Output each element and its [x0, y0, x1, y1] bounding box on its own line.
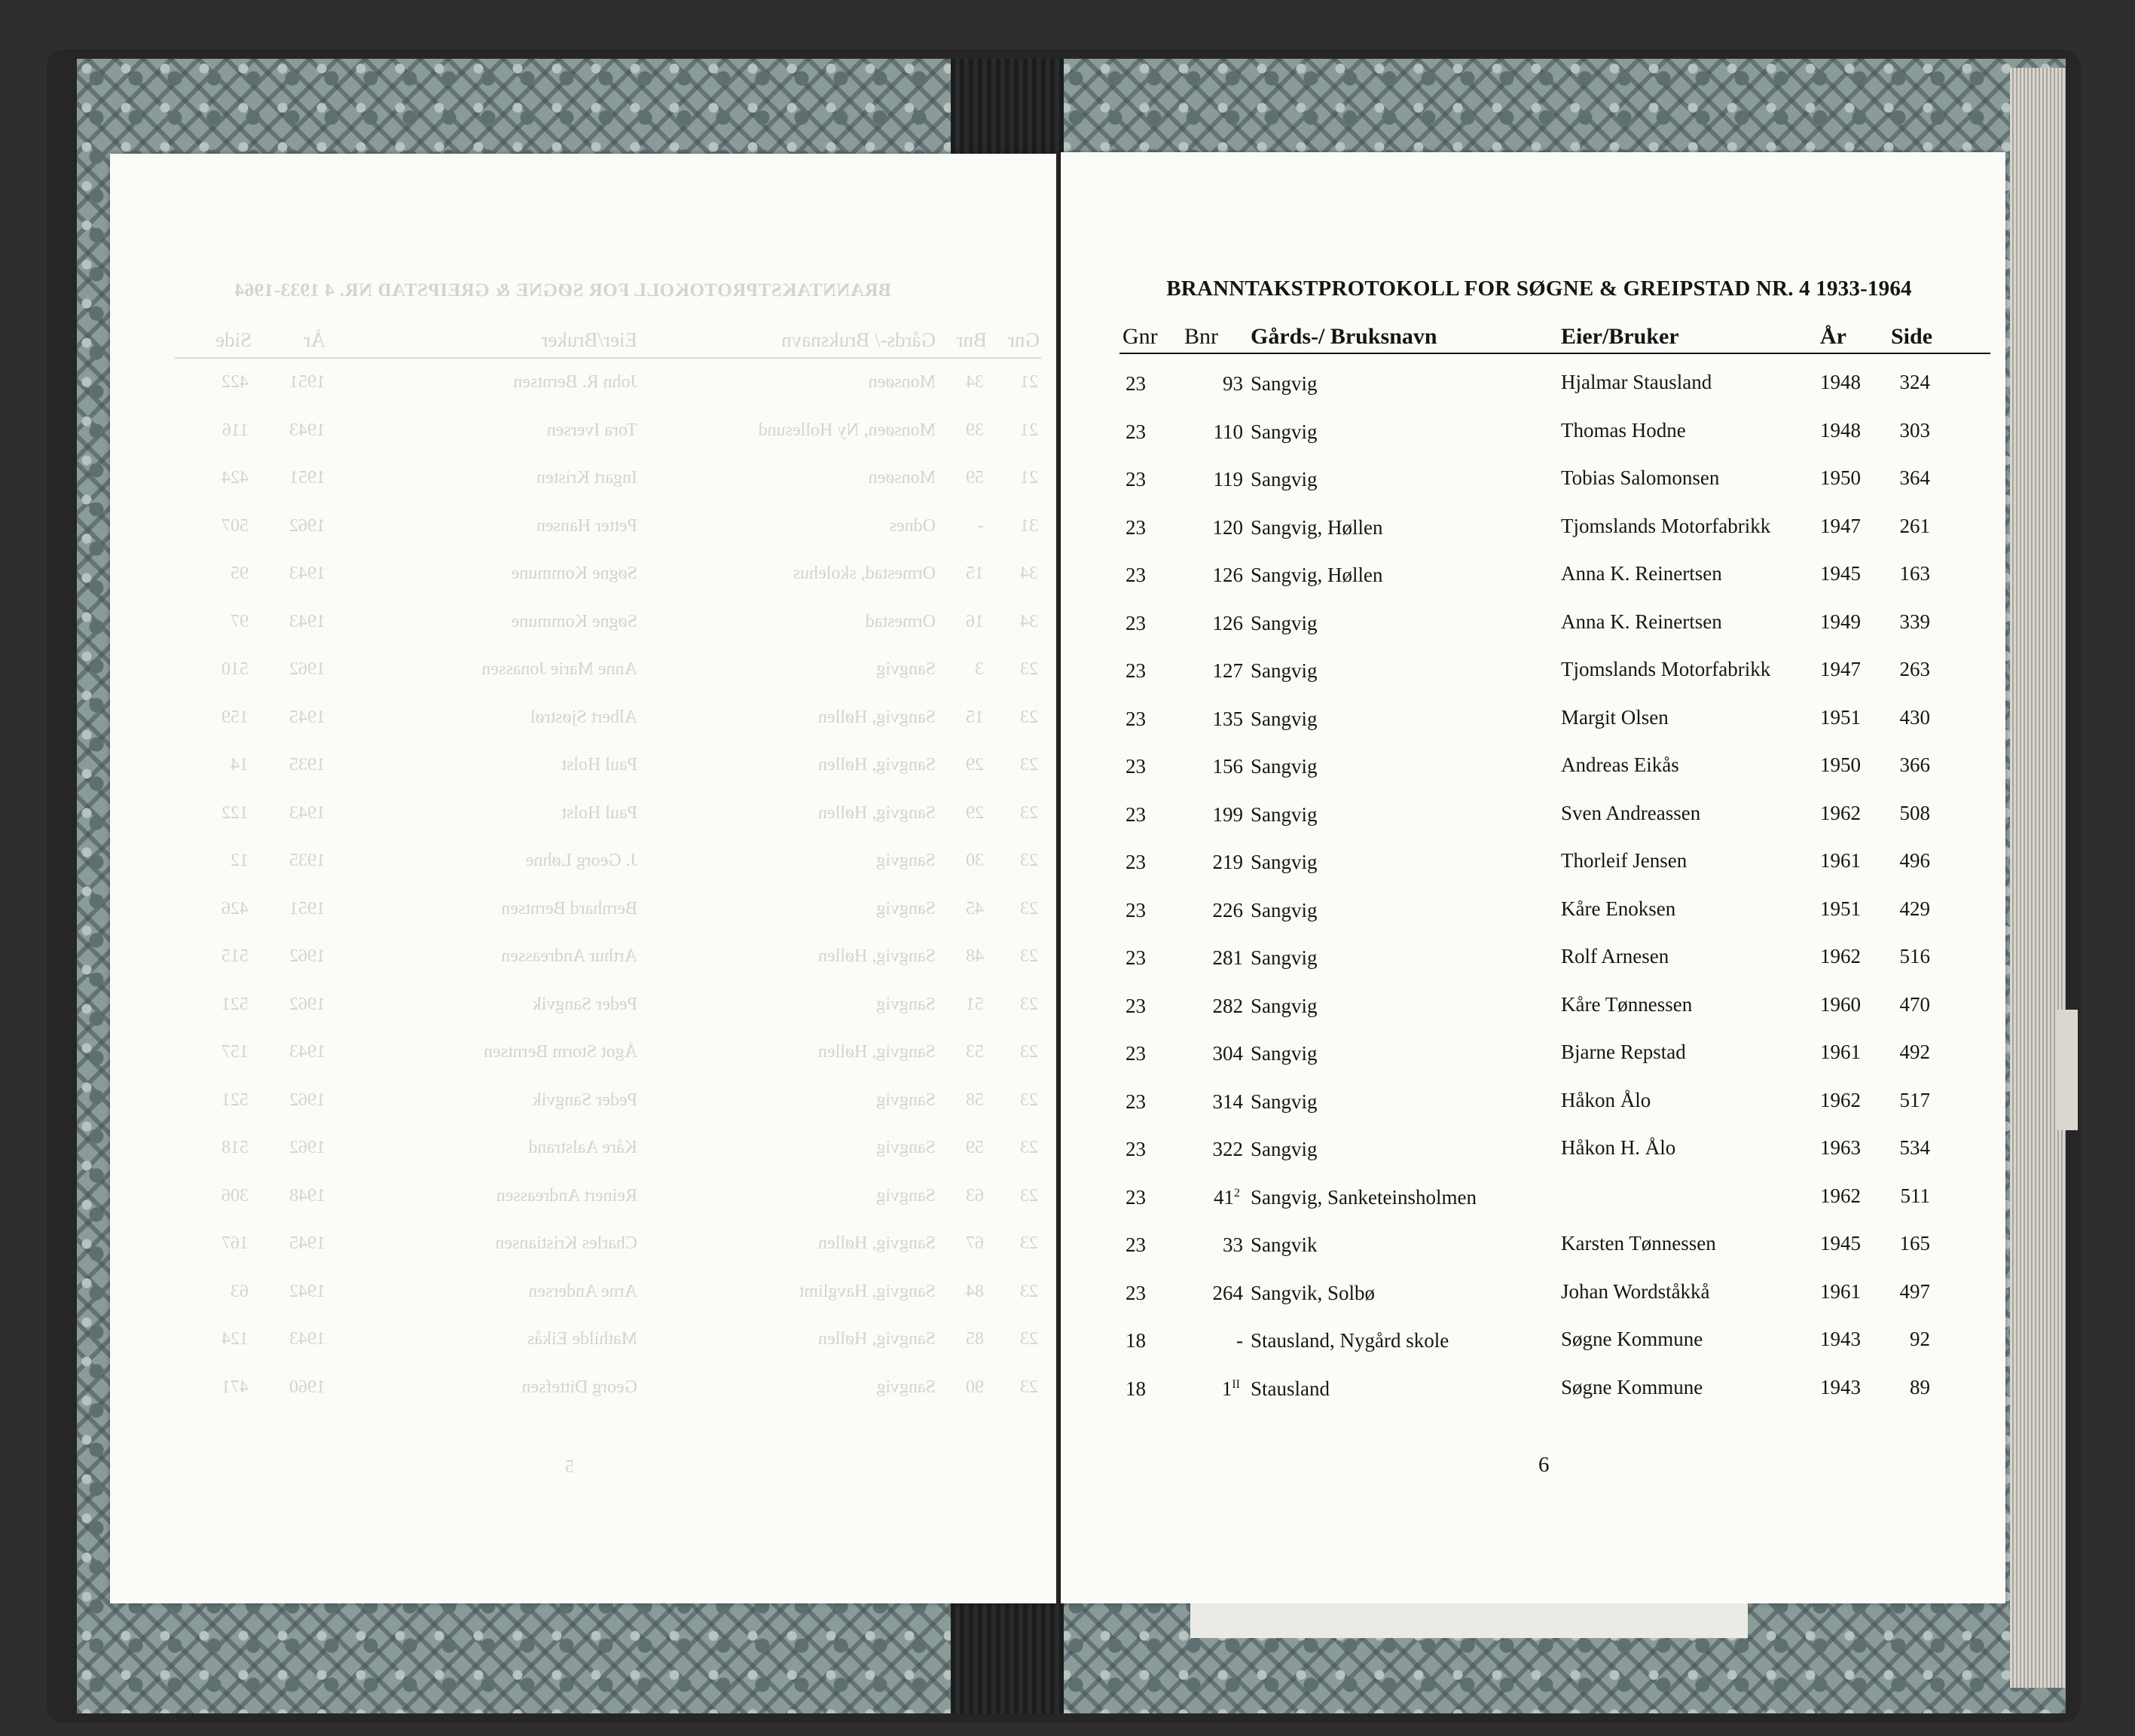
ghost-row-bnr: 15	[966, 707, 984, 727]
row-bnr: 93	[1223, 372, 1243, 395]
row-year: 1945	[1820, 1232, 1861, 1255]
row-gnr: 23	[1126, 898, 1146, 921]
ghost-row-bnr: 59	[966, 1138, 984, 1157]
row-year: 1947	[1820, 514, 1861, 537]
header-gnr: Gnr	[1122, 324, 1158, 349]
row-owner: Thomas Hodne	[1561, 418, 1686, 442]
row-name: Sangvig	[1251, 659, 1318, 682]
header-owner: Eier/Bruker	[1561, 324, 1679, 349]
ghost-row-gnr: 21	[1020, 372, 1038, 392]
ghost-row-year: 1943	[289, 1042, 325, 1062]
row-name: Sangvig	[1251, 994, 1318, 1017]
row-gnr: 23	[1126, 851, 1146, 873]
ghost-row-bnr: 85	[966, 1329, 984, 1349]
ghost-row-owner: Anne Marie Jonassen	[481, 659, 637, 679]
row-gnr: 23	[1126, 659, 1146, 682]
row-owner: Håkon Ålo	[1561, 1088, 1651, 1111]
row-owner: Karsten Tønnessen	[1561, 1232, 1716, 1255]
ghost-row-gnr: 23	[1020, 1377, 1038, 1397]
ghost-row-page: 122	[221, 802, 249, 823]
row-gnr: 18	[1126, 1329, 1146, 1352]
row-gnr: 23	[1126, 564, 1146, 586]
row-page: 165	[1899, 1232, 1930, 1255]
ghost-row-page: 97	[231, 611, 249, 631]
row-bnr: 281	[1212, 946, 1243, 969]
ghost-row-year: 1943	[289, 802, 325, 823]
ghost-row-year: 1951	[289, 372, 325, 392]
ghost-row-gnr: 23	[1020, 1281, 1038, 1301]
page-title: BRANNTAKSTPROTOKOLL FOR SØGNE & GREIPSTAD NR. 4 1933-1964	[1166, 277, 1912, 301]
row-page: 511	[1900, 1184, 1930, 1207]
row-bnr: 120	[1212, 515, 1243, 539]
row-page: 263	[1899, 658, 1930, 680]
ghost-row-owner: Ågot Storm Berntsen	[484, 1042, 637, 1062]
ghost-row-year: 1945	[289, 707, 325, 727]
ghost-row-name: Sangvig	[876, 1090, 936, 1110]
row-year: 1945	[1820, 562, 1861, 585]
right-page	[1061, 152, 2005, 1603]
row-owner: Hjalmar Stausland	[1561, 371, 1712, 393]
row-bnr: -	[1236, 1329, 1243, 1352]
row-owner: Anna K. Reinertsen	[1561, 562, 1722, 585]
row-year: 1950	[1820, 466, 1861, 489]
ghost-row-name: Sangvig	[876, 1377, 936, 1397]
ghost-row-year: 1962	[289, 1090, 325, 1110]
page-tab	[2057, 1010, 2078, 1130]
row-year: 1951	[1820, 705, 1861, 729]
ghost-row-page: 422	[221, 372, 249, 392]
ghost-row-page: 471	[221, 1377, 249, 1397]
paper-strip	[1190, 1603, 1748, 1638]
ghost-row-name: Sangvig	[876, 994, 936, 1014]
ghost-row-gnr: 23	[1020, 851, 1038, 870]
row-page: 261	[1899, 514, 1930, 537]
row-page: 366	[1899, 753, 1930, 776]
row-year: 1948	[1820, 371, 1861, 393]
ghost-row-page: 12	[231, 851, 249, 870]
row-bnr: 314	[1212, 1090, 1243, 1113]
ghost-row-name: Sangvig	[876, 1185, 936, 1206]
row-gnr: 23	[1126, 1281, 1146, 1304]
ghost-row-name: Sangvig, Høllen	[818, 1042, 936, 1062]
ghost-row-name: Sangvig	[876, 659, 936, 679]
row-page: 429	[1899, 897, 1930, 920]
ghost-row-name: Sangvig	[876, 851, 936, 870]
row-owner: Søgne Kommune	[1561, 1375, 1703, 1398]
row-gnr: 23	[1126, 420, 1146, 443]
row-bnr-sup: II	[1232, 1377, 1240, 1391]
row-name: Sangvig, Sanketeinsholmen	[1251, 1185, 1477, 1209]
row-page: 516	[1899, 945, 1930, 967]
ghost-row-bnr: 59	[966, 468, 984, 487]
row-gnr: 23	[1126, 1185, 1146, 1209]
ghost-row-year: 1935	[289, 755, 325, 775]
ghost-row-bnr: 15	[966, 564, 984, 583]
row-name: Sangvig	[1251, 468, 1318, 491]
ghost-row-owner: Albert Sjøstrøl	[530, 707, 637, 727]
row-name: Stausland, Nygård skole	[1251, 1329, 1449, 1352]
row-year: 1960	[1820, 992, 1861, 1016]
ghost-row-page: 306	[221, 1185, 249, 1206]
row-bnr: 110	[1213, 420, 1243, 443]
ghost-row-year: 1962	[289, 994, 325, 1014]
row-gnr: 23	[1126, 1138, 1146, 1160]
row-year: 1961	[1820, 849, 1861, 872]
row-bnr: 282	[1212, 994, 1243, 1017]
ghost-row-bnr: 84	[966, 1281, 984, 1301]
row-year: 1943	[1820, 1328, 1861, 1350]
ghost-row-gnr: 23	[1020, 1090, 1038, 1110]
row-year: 1962	[1820, 801, 1861, 824]
row-page: 470	[1899, 992, 1930, 1016]
ghost-row-bnr: 29	[966, 755, 984, 775]
ghost-row-bnr: 39	[966, 420, 984, 440]
ghost-row-year: 1962	[289, 515, 325, 536]
ghost-row-gnr: 34	[1020, 564, 1038, 583]
ghost-row-name: Monsøen	[868, 372, 936, 392]
row-bnr: 264	[1212, 1281, 1243, 1304]
row-year: 1962	[1820, 1088, 1861, 1111]
header-rule	[1119, 353, 1990, 354]
ghost-row-page: 518	[221, 1138, 249, 1157]
ghost-row-year: 1945	[289, 1233, 325, 1253]
row-bnr: 199	[1212, 802, 1243, 826]
ghost-row-bnr: 90	[966, 1377, 984, 1397]
ghost-header-name: Gårds-/ Bruksnavn	[781, 329, 936, 351]
ghost-title: BRANNTAKSTPROTOKOLL FOR SØGNE & GREIPSTAD NR. 4 1933-1964	[234, 280, 891, 301]
ghost-row-owner: Reinert Andreassen	[496, 1185, 637, 1206]
row-bnr: 156	[1212, 755, 1243, 778]
ghost-row-year: 1951	[289, 468, 325, 487]
row-bnr: 322	[1212, 1138, 1243, 1160]
row-page: 92	[1910, 1328, 1930, 1350]
row-owner: Tobias Salomonsen	[1561, 466, 1720, 489]
ghost-row-page: 14	[231, 755, 249, 775]
ghost-row-page: 510	[221, 659, 249, 679]
ghost-row-gnr: 34	[1020, 611, 1038, 631]
row-bnr: 226	[1212, 898, 1243, 921]
row-name: Sangvig	[1251, 851, 1318, 873]
row-year: 1961	[1820, 1041, 1861, 1063]
row-page: 89	[1910, 1375, 1930, 1398]
ghost-row-name: Sangvig, Høllen	[818, 755, 936, 775]
row-gnr: 23	[1126, 1233, 1146, 1256]
row-gnr: 23	[1126, 1090, 1146, 1113]
ghost-row-name: Ormestad	[865, 611, 936, 631]
row-bnr: 126	[1212, 564, 1243, 586]
row-bnr: 33	[1223, 1233, 1243, 1256]
row-name: Sangvig	[1251, 946, 1318, 969]
ghost-row-page: 426	[221, 898, 249, 918]
ghost-row-bnr: 34	[966, 372, 984, 392]
row-year: 1947	[1820, 658, 1861, 680]
ghost-row-bnr: 16	[966, 611, 984, 631]
row-page: 430	[1899, 705, 1930, 729]
ghost-row-owner: Georg Dittefsen	[521, 1377, 637, 1397]
ghost-row-bnr: 3	[975, 659, 984, 679]
ghost-row-name: Sangvig	[876, 898, 936, 918]
row-owner: Johan Wordståkkå	[1561, 1279, 1710, 1303]
row-owner: Thorleif Jensen	[1561, 849, 1688, 872]
ghost-row-gnr: 23	[1020, 802, 1038, 823]
ghost-row-name: Sangvig, Havglimt	[799, 1281, 936, 1301]
ghost-row-bnr: 45	[966, 898, 984, 918]
row-year: 1950	[1820, 753, 1861, 776]
row-owner: Andreas Eikås	[1561, 753, 1679, 776]
ghost-row-page: 424	[221, 468, 249, 487]
ghost-row-year: 1948	[289, 1185, 325, 1206]
row-name: Stausland	[1251, 1377, 1330, 1400]
row-bnr: 127	[1212, 659, 1243, 682]
row-bnr: $1^{II}$	[1221, 1377, 1240, 1400]
row-page: 534	[1899, 1136, 1930, 1159]
ghost-header-owner: Eier/Bruker	[541, 329, 637, 351]
row-bnr: 304	[1212, 1042, 1243, 1065]
ghost-row-page: 521	[221, 1090, 249, 1110]
ghost-row-year: 1935	[289, 851, 325, 870]
row-name: Sangvig	[1251, 420, 1318, 443]
ghost-row-year: 1943	[289, 1329, 325, 1349]
ghost-header-year: År	[304, 329, 325, 351]
row-gnr: 23	[1126, 1042, 1146, 1065]
ghost-row-gnr: 31	[1020, 515, 1038, 536]
row-name: Sangvig	[1251, 802, 1318, 826]
row-name: Sangvig, Høllen	[1251, 564, 1383, 586]
row-name: Sangvig, Høllen	[1251, 515, 1383, 539]
row-page: 508	[1899, 801, 1930, 824]
header-year: År	[1820, 324, 1846, 349]
row-gnr: 23	[1126, 994, 1146, 1017]
header-name: Gårds-/ Bruksnavn	[1251, 324, 1437, 349]
row-owner: Anna K. Reinertsen	[1561, 610, 1722, 633]
ghost-row-gnr: 23	[1020, 946, 1038, 966]
page-number: 6	[1538, 1453, 1550, 1477]
ghost-row-owner: J. Georg Løhne	[525, 851, 637, 870]
row-bnr: 126	[1212, 611, 1243, 634]
row-bnr: 135	[1212, 707, 1243, 730]
ghost-row-owner: Peder Sangvik	[532, 994, 637, 1014]
row-owner: Kåre Enoksen	[1561, 897, 1676, 920]
ghost-row-name: Sangvig, Høllen	[818, 802, 936, 823]
ghost-row-gnr: 23	[1020, 659, 1038, 679]
ghost-row-page: 515	[221, 946, 249, 966]
ghost-row-bnr: 51	[966, 994, 984, 1014]
ghost-row-name: Sangvig	[876, 1138, 936, 1157]
row-bnr: 219	[1212, 851, 1243, 873]
header-bnr: Bnr	[1184, 324, 1218, 349]
ghost-row-page: 167	[221, 1233, 249, 1253]
row-owner: Margit Olsen	[1561, 705, 1669, 729]
row-owner: Søgne Kommune	[1561, 1328, 1703, 1350]
ghost-row-name: Monsøen	[868, 468, 936, 487]
ghost-row-gnr: 23	[1020, 1042, 1038, 1062]
ghost-row-name: Sangvig, Høllen	[818, 1329, 936, 1349]
ghost-rule	[175, 357, 1041, 359]
ghost-row-owner: Kåre Aalstrand	[528, 1138, 637, 1157]
ghost-row-year: 1943	[289, 420, 325, 440]
ghost-row-bnr: 30	[966, 851, 984, 870]
row-page: 339	[1899, 610, 1930, 633]
row-name: Sangvig	[1251, 611, 1318, 634]
row-name: Sangvik, Solbø	[1251, 1281, 1376, 1304]
row-name: Sangvig	[1251, 1042, 1318, 1065]
row-gnr: 23	[1126, 611, 1146, 634]
left-page	[110, 154, 1056, 1603]
ghost-row-owner: Arne Andersen	[528, 1281, 637, 1301]
ghost-row-name: Ormestad, skolehus	[793, 564, 936, 583]
ghost-row-owner: Peder Sangvik	[532, 1090, 637, 1110]
row-gnr: 23	[1126, 707, 1146, 730]
row-name: Sangvig	[1251, 755, 1318, 778]
row-year: 1961	[1820, 1279, 1861, 1303]
row-owner: Rolf Arnesen	[1561, 945, 1669, 967]
row-gnr: 23	[1126, 468, 1146, 491]
row-year: 1962	[1820, 1184, 1861, 1207]
row-page: 517	[1899, 1088, 1930, 1111]
row-year: 1948	[1820, 418, 1861, 442]
row-name: Sangvik	[1251, 1233, 1318, 1256]
ghost-row-page: 124	[221, 1329, 249, 1349]
row-gnr: 23	[1126, 755, 1146, 778]
row-year: 1962	[1820, 945, 1861, 967]
row-owner: Kåre Tønnessen	[1561, 992, 1693, 1016]
row-bnr-sup: 2	[1234, 1186, 1240, 1200]
row-page: 163	[1899, 562, 1930, 585]
row-bnr: 119	[1213, 468, 1243, 491]
ghost-row-page: 157	[221, 1042, 249, 1062]
row-gnr: 18	[1126, 1377, 1146, 1400]
row-name: Sangvig	[1251, 707, 1318, 730]
ghost-row-owner: Paul Holst	[561, 755, 637, 775]
ghost-row-owner: Tora Iversen	[546, 420, 637, 440]
ghost-row-bnr: -	[978, 515, 984, 536]
ghost-row-owner: Arthur Andreassen	[501, 946, 637, 966]
ghost-row-gnr: 23	[1020, 1138, 1038, 1157]
ghost-row-bnr: 63	[966, 1185, 984, 1206]
row-year: 1943	[1820, 1375, 1861, 1398]
row-page: 364	[1899, 466, 1930, 489]
ghost-row-year: 1942	[289, 1281, 325, 1301]
row-page: 496	[1899, 849, 1930, 872]
ghost-row-name: Monsøen, Ny Hollesund	[758, 420, 936, 440]
row-gnr: 23	[1126, 515, 1146, 539]
row-year: 1963	[1820, 1136, 1861, 1159]
ghost-row-page: 116	[221, 420, 249, 440]
ghost-row-page: 521	[221, 994, 249, 1014]
row-name: Sangvig	[1251, 898, 1318, 921]
ghost-row-gnr: 23	[1020, 898, 1038, 918]
ghost-row-page: 63	[231, 1281, 249, 1301]
ghost-row-gnr: 21	[1020, 420, 1038, 440]
ghost-row-owner: Bernhard Berntsen	[501, 898, 637, 918]
row-gnr: 23	[1126, 946, 1146, 969]
ghost-row-bnr: 48	[966, 946, 984, 966]
row-gnr: 23	[1126, 372, 1146, 395]
row-name: Sangvig	[1251, 1138, 1318, 1160]
row-year: 1951	[1820, 897, 1861, 920]
row-owner: Tjomslands Motorfabrikk	[1561, 658, 1771, 680]
row-owner: Tjomslands Motorfabrikk	[1561, 514, 1771, 537]
row-page: 303	[1899, 418, 1930, 442]
ghost-header-gnr: Gnr	[1008, 329, 1040, 351]
show-through-text	[110, 154, 1056, 1603]
row-owner: Håkon H. Ålo	[1561, 1136, 1676, 1159]
row-year: 1949	[1820, 610, 1861, 633]
ghost-row-name: Odnes	[889, 515, 936, 536]
row-gnr: 23	[1126, 802, 1146, 826]
ghost-row-name: Sangvig, Høllen	[818, 707, 936, 727]
page-edges	[2010, 68, 2066, 1688]
ghost-row-gnr: 23	[1020, 1185, 1038, 1206]
ghost-row-name: Sangvig, Høllen	[818, 1233, 936, 1253]
ghost-row-owner: John R. Berntsen	[513, 372, 637, 392]
ghost-row-year: 1960	[289, 1377, 325, 1397]
row-owner: Bjarne Repstad	[1561, 1041, 1686, 1063]
ghost-row-owner: Ingart Kristen	[536, 468, 637, 487]
ghost-row-bnr: 58	[966, 1090, 984, 1110]
ghost-row-bnr: 29	[966, 802, 984, 823]
ghost-page-number: 5	[565, 1457, 574, 1477]
ghost-row-year: 1943	[289, 611, 325, 631]
row-bnr: $41^2$	[1214, 1185, 1240, 1209]
row-page: 324	[1899, 371, 1930, 393]
ghost-header-bnr: Bnr	[956, 329, 987, 351]
ghost-row-gnr: 23	[1020, 707, 1038, 727]
ghost-row-year: 1962	[289, 1138, 325, 1157]
ghost-row-year: 1943	[289, 564, 325, 583]
ghost-row-year: 1962	[289, 946, 325, 966]
row-page: 497	[1899, 1279, 1930, 1303]
row-owner: Sven Andreassen	[1561, 801, 1701, 824]
ghost-row-owner: Paul Holst	[561, 802, 637, 823]
ghost-row-owner: Mathilde Eikås	[527, 1329, 637, 1349]
row-page: 492	[1899, 1041, 1930, 1063]
ghost-row-gnr: 23	[1020, 1233, 1038, 1253]
ghost-row-bnr: 53	[966, 1042, 984, 1062]
header-page: Side	[1891, 324, 1933, 349]
ghost-row-page: 507	[221, 515, 249, 536]
ghost-row-owner: Søgne Kommune	[511, 611, 637, 631]
ghost-row-year: 1951	[289, 898, 325, 918]
ghost-row-gnr: 23	[1020, 994, 1038, 1014]
ghost-row-gnr: 23	[1020, 1329, 1038, 1349]
ghost-row-owner: Charles Kristiansen	[495, 1233, 637, 1253]
ghost-row-page: 159	[221, 707, 249, 727]
ghost-row-bnr: 67	[966, 1233, 984, 1253]
ghost-row-gnr: 23	[1020, 755, 1038, 775]
ghost-row-name: Sangvig, Høllen	[818, 946, 936, 966]
ghost-row-gnr: 21	[1020, 468, 1038, 487]
row-name: Sangvig	[1251, 1090, 1318, 1113]
ghost-row-page: 95	[231, 564, 249, 583]
ghost-row-owner: Søgne Kommune	[511, 564, 637, 583]
ghost-row-year: 1962	[289, 659, 325, 679]
ghost-row-owner: Petter Hansen	[536, 515, 637, 536]
row-name: Sangvig	[1251, 372, 1318, 395]
ghost-header-page: Side	[215, 329, 252, 351]
